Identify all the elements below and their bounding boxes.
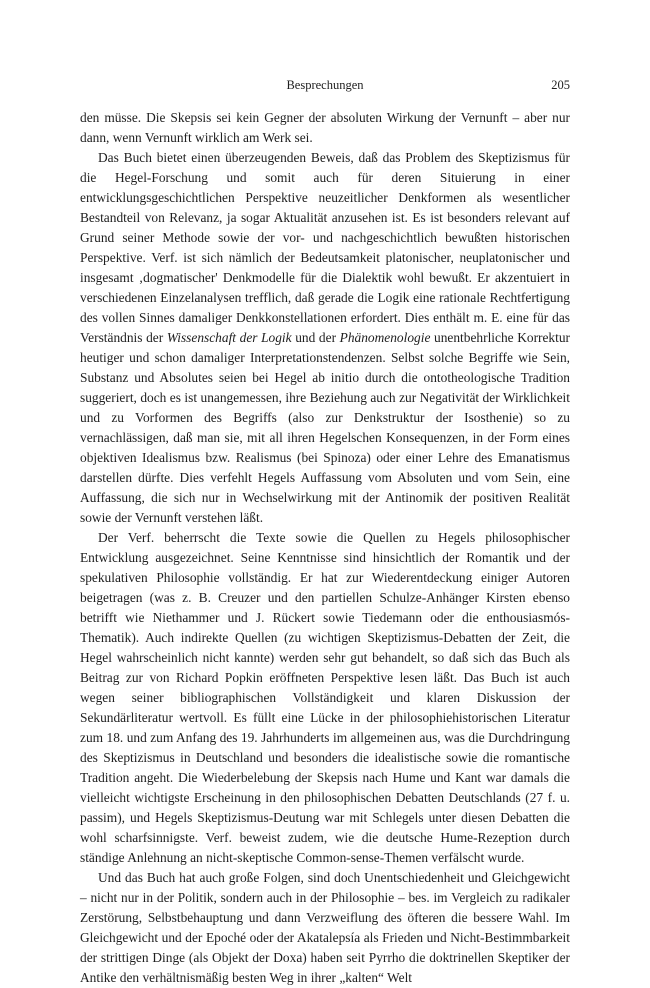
paragraph bbox=[80, 108, 570, 148]
running-header-title: Besprechungen bbox=[286, 78, 364, 92]
book-title-italic: Wissenschaft der Logik bbox=[166, 330, 292, 345]
book-page bbox=[80, 78, 570, 988]
text-run: Der Verf. beherrscht die Texte sowie die Quellen zu Hegels philosophischer Entwicklung ausgezeichnet. Seine Kenntnisse sind hinsichtlich der Romantik und der spekulativen Philosophie vollständig. Er hat zur Wiederentdeckung einiger Autoren beigetragen (was z. B. Creuzer und den partiellen Schulze-Anhänger Kirsten ebenso betrifft wie Niethammer und J. Rückert sowie Tiedemann oder die enthousiasmós-Thematik). Auch indirekte Quellen (zu wichtigen Skeptizismus-Debatten der Zeit, die Hegel wahrscheinlich nicht kannte) werden sehr gut behandelt, so daß sich das Buch als Beitrag zur von Richard Popkin eröffneten Perspektive lesen läßt. Das Buch ist auch wegen seiner bibliographischen Vollständigkeit und klaren Diskussion der Sekundärliteratur wertvoll. Es füllt eine Lücke in der philosophiehistorischen Literatur zum 18. und zum Anfang des 19. Jahrhunderts im allgemeinen aus, was die Durchdringung des Skeptizismus in Deutschland und besonders die idealistische sowie die romantische Tradition angeht. Die Wiederbelebung der Skepsis nach Hume und Kant war damals die vielleicht wichtigste Erscheinung in den philosophischen Debatten Deutschlands (27 f. u. passim), und Hegels Skeptizismus-Deutung war mit Schlegels unter diesen Debatten die wohl scharfsinnigste. Verf. beweist zudem, wie die deutsche Hume-Rezeption durch ständige Anlehnung an nicht-skeptische Common-sense-Themen verfälscht wurde. bbox=[80, 530, 570, 865]
book-title-italic: Phänomenologie bbox=[339, 330, 431, 345]
review-body-text bbox=[80, 108, 570, 988]
paragraph bbox=[80, 528, 570, 868]
text-run: Und das Buch hat auch große Folgen, sind doch Unentschiedenheit und Gleichgewicht – nicht nur in der Politik, sondern auch in der Philosophie – bes. im Vergleich zu radikaler Zerstörung, Selbstbehauptung und dann Verzweiflung des öfteren die bessere Wahl. Im Gleichgewicht und der Epoché oder der Akatalepsía als Frieden und Nicht-Bestimmbarkeit der strittigen Dinge (als Objekt der Doxa) haben seit Pyrrho die doktrinellen Skeptiker der Antike den verhältnismäßig besten Weg in ihrer „kalten“ Welt bbox=[80, 870, 570, 985]
running-header bbox=[80, 78, 570, 98]
paragraph bbox=[80, 148, 570, 528]
text-run: den müsse. Die Skepsis sei kein Gegner der absoluten Wirkung der Vernunft – aber nur dann, wenn Vernunft wirklich am Werk sei. bbox=[80, 110, 570, 145]
text-run: unentbehrliche Korrektur heutiger und schon damaliger Interpretationstendenzen. Selbst solche Begriffe wie Sein, Substanz und Absolutes seien bei Hegel ab initio durch die ontotheologische Tradition suggeriert, doch es ist unangemessen, ihre Beziehung auch zur Negativität der Wirklichkeit und zu Vorformen des Begriffs (also zur Denkstruktur der Isosthenie) so zu vernachlässigen, daß man sie, mit all ihren Hegelschen Konsequenzen, in der Form eines objektiven Idealismus bzw. Realismus (bei Spinoza) oder einer Lehre des Emanatismus darstellen dürfte. Dies verfehlt Hegels Auffassung vom Absoluten und vom Sein, eine Auffassung, die sich nur in Wechselwirkung mit der Antinomik der positiven Realität sowie der Vernunft verstehen läßt. bbox=[80, 330, 571, 525]
paragraph bbox=[80, 868, 570, 988]
page-number: 205 bbox=[551, 78, 570, 92]
text-run: und der bbox=[291, 330, 340, 345]
text-run: Das Buch bietet einen überzeugenden Beweis, daß das Problem des Skeptizismus für die Hegel-Forschung und somit auch für deren Situierung in einer entwicklungsgeschichtlichen Perspektive neuzeitlicher Denkformen als wesentlicher Bestandteil von Relevanz, ja sogar Aktualität anzusehen ist. Es ist besonders relevant auf Grund seiner Methode sowie der vor- und nachgeschichtlich bewußten historischen Perspektive. Verf. ist sich nämlich der Bedeutsamkeit platonischer, neuplatonischer und insgesamt ‚dogmatischer' Denkmodelle für die Dialektik wohl bewußt. Er akzentuiert in verschiedenen Einzelanalysen trefflich, daß gerade die Logik eine rationale Rechtfertigung des vollen Sinnes damaliger Denkkonstellationen erfordert. Dies enthält m. E. eine für das Verständnis der bbox=[80, 150, 570, 345]
